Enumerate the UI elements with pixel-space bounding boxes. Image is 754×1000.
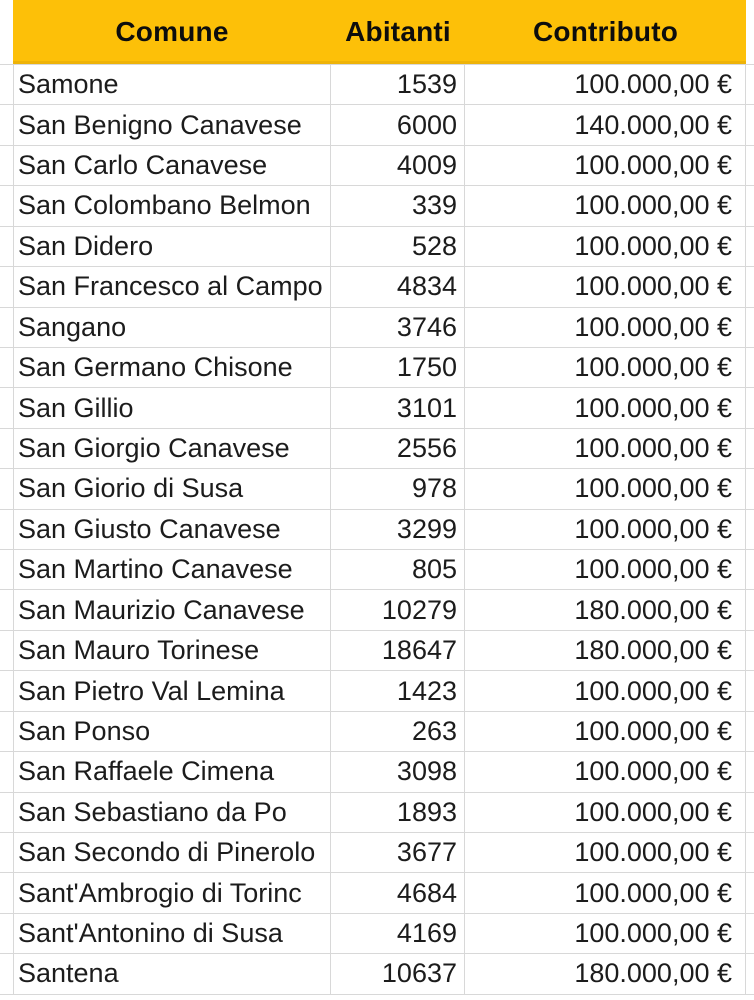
cell-abitanti[interactable]: 2556 (331, 429, 465, 469)
table-row (0, 712, 754, 752)
header-abitanti[interactable]: Abitanti (345, 16, 451, 47)
cell-abitanti[interactable]: 339 (331, 186, 465, 226)
cell-contributo[interactable]: 100.000,00 € (465, 752, 746, 792)
grid-gutter-cell (746, 793, 754, 833)
grid-gutter-cell (0, 631, 13, 671)
grid-gutter-cell (746, 631, 754, 671)
cell-comune[interactable]: Samone (13, 65, 331, 105)
header-contributo[interactable]: Contributo (532, 16, 679, 47)
cell-abitanti[interactable]: 528 (331, 227, 465, 267)
cell-comune[interactable]: San Ponso (13, 712, 331, 752)
cell-abitanti[interactable]: 10637 (331, 954, 465, 994)
cell-comune[interactable]: Sant'Antonino di Susa (13, 914, 331, 954)
cell-comune[interactable]: San Francesco al Campo (13, 267, 331, 307)
table-row (0, 65, 754, 105)
grid-gutter-cell (0, 0, 13, 65)
cell-comune[interactable]: San Giorgio Canavese (13, 429, 331, 469)
table-row (0, 752, 754, 792)
table-body (0, 65, 754, 995)
cell-contributo[interactable]: 100.000,00 € (465, 267, 746, 307)
cell-abitanti[interactable]: 1750 (331, 348, 465, 388)
grid-gutter-cell (0, 914, 13, 954)
cell-comune[interactable]: San Sebastiano da Po (13, 793, 331, 833)
cell-abitanti[interactable]: 3098 (331, 752, 465, 792)
cell-abitanti[interactable]: 805 (331, 550, 465, 590)
cell-contributo[interactable]: 100.000,00 € (465, 550, 746, 590)
grid-gutter-cell (746, 308, 754, 348)
grid-gutter-cell (746, 186, 754, 226)
table-header-band (13, 0, 746, 65)
cell-abitanti[interactable]: 6000 (331, 105, 465, 145)
grid-gutter-cell (746, 105, 754, 145)
cell-contributo[interactable]: 100.000,00 € (465, 65, 746, 105)
cell-contributo[interactable]: 100.000,00 € (465, 914, 746, 954)
cell-abitanti[interactable]: 263 (331, 712, 465, 752)
grid-gutter-cell (0, 510, 13, 550)
grid-gutter-cell (746, 65, 754, 105)
grid-gutter-cell (746, 348, 754, 388)
table-row (0, 348, 754, 388)
cell-comune[interactable]: San Carlo Canavese (13, 146, 331, 186)
cell-comune[interactable]: Santena (13, 954, 331, 994)
grid-gutter-cell (746, 712, 754, 752)
table-row (0, 186, 754, 226)
grid-gutter-cell (746, 510, 754, 550)
cell-abitanti[interactable]: 1539 (331, 65, 465, 105)
cell-comune[interactable]: San Pietro Val Lemina (13, 671, 331, 711)
cell-abitanti[interactable]: 4834 (331, 267, 465, 307)
cell-abitanti[interactable]: 10279 (331, 590, 465, 630)
table-row (0, 671, 754, 711)
cell-abitanti[interactable]: 18647 (331, 631, 465, 671)
table-row (0, 429, 754, 469)
grid-gutter-cell (746, 267, 754, 307)
cell-contributo[interactable]: 100.000,00 € (465, 186, 746, 226)
cell-comune[interactable]: San Maurizio Canavese (13, 590, 331, 630)
grid-gutter-cell (746, 429, 754, 469)
cell-contributo[interactable]: 180.000,00 € (465, 954, 746, 994)
grid-gutter-cell (0, 348, 13, 388)
cell-abitanti[interactable]: 1893 (331, 793, 465, 833)
cell-contributo[interactable]: 100.000,00 € (465, 469, 746, 509)
table-row (0, 833, 754, 873)
cell-contributo[interactable]: 100.000,00 € (465, 873, 746, 913)
table-row (0, 388, 754, 428)
table-row (0, 308, 754, 348)
cell-contributo[interactable]: 180.000,00 € (465, 631, 746, 671)
grid-gutter-cell (0, 469, 13, 509)
table-row (0, 631, 754, 671)
table-row (0, 267, 754, 307)
grid-gutter-cell (746, 671, 754, 711)
table-row (0, 469, 754, 509)
grid-gutter-cell (0, 105, 13, 145)
table-row (0, 550, 754, 590)
grid-gutter-cell (0, 954, 13, 994)
cell-contributo[interactable]: 100.000,00 € (465, 429, 746, 469)
grid-gutter-cell (0, 429, 13, 469)
header-comune[interactable]: Comune (115, 16, 229, 47)
cell-comune[interactable]: San Raffaele Cimena (13, 752, 331, 792)
grid-gutter-cell (746, 833, 754, 873)
table-row (0, 590, 754, 630)
grid-gutter-cell (0, 752, 13, 792)
cell-abitanti[interactable]: 3746 (331, 308, 465, 348)
grid-gutter-cell (0, 146, 13, 186)
grid-gutter-cell (0, 833, 13, 873)
grid-gutter-cell (746, 954, 754, 994)
grid-gutter-cell (746, 873, 754, 913)
cell-comune[interactable]: Sant'Ambrogio di Torinc (13, 873, 331, 913)
table-header-row (0, 0, 754, 65)
cell-contributo[interactable]: 100.000,00 € (465, 227, 746, 267)
cell-comune[interactable]: San Secondo di Pinerolo (13, 833, 331, 873)
grid-gutter-cell (0, 65, 13, 105)
cell-comune[interactable]: Sangano (13, 308, 331, 348)
table-row (0, 105, 754, 145)
cell-abitanti[interactable]: 1423 (331, 671, 465, 711)
cell-abitanti[interactable]: 4009 (331, 146, 465, 186)
cell-contributo[interactable]: 100.000,00 € (465, 793, 746, 833)
cell-abitanti[interactable]: 3299 (331, 510, 465, 550)
grid-gutter-cell (0, 388, 13, 428)
cell-comune[interactable]: San Didero (13, 227, 331, 267)
grid-gutter-cell (746, 0, 754, 65)
grid-gutter-cell (0, 550, 13, 590)
grid-gutter-cell (746, 388, 754, 428)
cell-comune[interactable]: San Giorio di Susa (13, 469, 331, 509)
cell-contributo[interactable]: 100.000,00 € (465, 388, 746, 428)
grid-gutter-cell (746, 469, 754, 509)
cell-abitanti[interactable]: 4169 (331, 914, 465, 954)
table-row (0, 793, 754, 833)
grid-gutter-cell (746, 146, 754, 186)
cell-comune[interactable]: San Benigno Canavese (13, 105, 331, 145)
cell-comune[interactable]: San Colombano Belmon (13, 186, 331, 226)
table-row (0, 510, 754, 550)
cell-comune[interactable]: San Mauro Torinese (13, 631, 331, 671)
cell-abitanti[interactable]: 978 (331, 469, 465, 509)
grid-gutter-cell (746, 752, 754, 792)
cell-abitanti[interactable]: 4684 (331, 873, 465, 913)
grid-gutter-cell (746, 914, 754, 954)
cell-contributo[interactable]: 100.000,00 € (465, 510, 746, 550)
cell-contributo[interactable]: 140.000,00 € (465, 105, 746, 145)
grid-gutter-cell (0, 308, 13, 348)
grid-gutter-cell (0, 267, 13, 307)
grid-gutter-cell (746, 550, 754, 590)
grid-gutter-cell (0, 873, 13, 913)
cell-contributo[interactable]: 100.000,00 € (465, 712, 746, 752)
cell-abitanti[interactable]: 3101 (331, 388, 465, 428)
grid-gutter-cell (746, 590, 754, 630)
cell-contributo[interactable]: 100.000,00 € (465, 833, 746, 873)
cell-contributo[interactable]: 100.000,00 € (465, 348, 746, 388)
grid-gutter-cell (0, 186, 13, 226)
cell-comune[interactable]: San Martino Canavese (13, 550, 331, 590)
grid-gutter-cell (746, 227, 754, 267)
table-row (0, 914, 754, 954)
grid-gutter-cell (0, 671, 13, 711)
cell-abitanti[interactable]: 3677 (331, 833, 465, 873)
grid-gutter-cell (0, 227, 13, 267)
cell-contributo[interactable]: 100.000,00 € (465, 308, 746, 348)
grid-gutter-cell (0, 712, 13, 752)
table-row (0, 873, 754, 913)
table-row (0, 954, 754, 994)
table-row (0, 227, 754, 267)
cell-contributo[interactable]: 100.000,00 € (465, 146, 746, 186)
table-row (0, 146, 754, 186)
cell-comune[interactable]: San Germano Chisone (13, 348, 331, 388)
cell-comune[interactable]: San Gillio (13, 388, 331, 428)
grid-gutter-cell (0, 793, 13, 833)
grid-gutter-cell (0, 590, 13, 630)
cell-contributo[interactable]: 180.000,00 € (465, 590, 746, 630)
cell-contributo[interactable]: 100.000,00 € (465, 671, 746, 711)
cell-comune[interactable]: San Giusto Canavese (13, 510, 331, 550)
